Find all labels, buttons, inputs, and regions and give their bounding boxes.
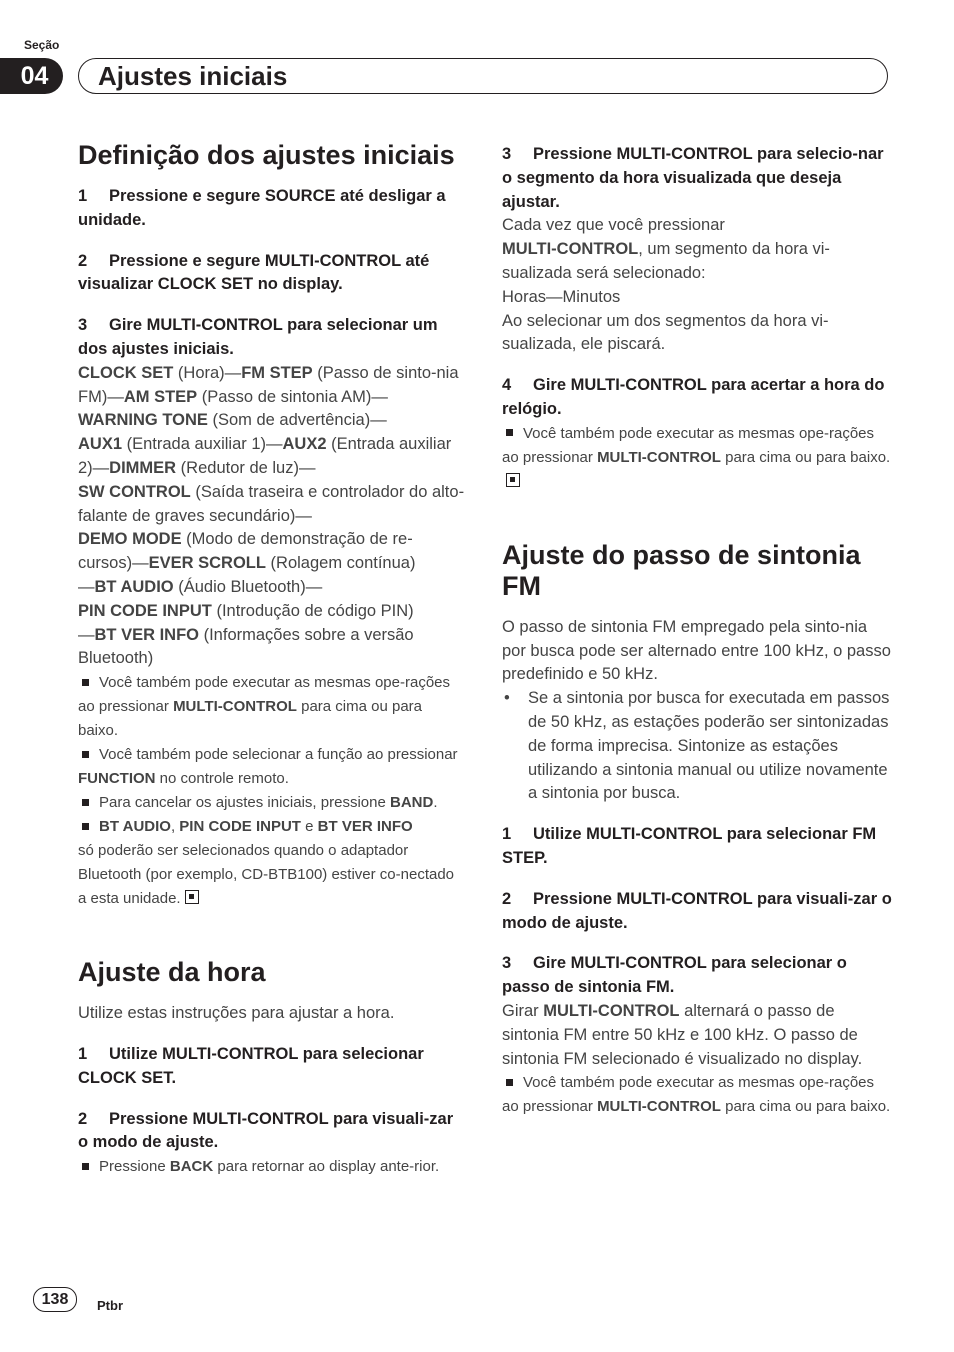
note-updown: Você também pode executar as mesmas ope-rações ao pressionar MULTI-CONTROL para cima ou para baixo. xyxy=(78,674,451,740)
heading-clock: Ajuste da hora xyxy=(78,957,266,988)
note-bluetooth: BT AUDIO, PIN CODE INPUT e BT VER INFO só poderão ser selecionados quando o adaptador Bluetooth (por exemplo, CD-BTB100) estiver co-nectado a esta unidade. xyxy=(78,818,455,908)
fm-step-1: 1 Utilize MULTI-CONTROL para selecionar FM STEP. xyxy=(502,825,877,867)
heading-fm-step: Ajuste do passo de sintonia FM xyxy=(502,539,861,601)
clock-step-3-desc: Cada vez que você pressionar MULTI-CONTROL, um segmento da hora vi-sualizada será selecionado: xyxy=(502,216,830,282)
section-label: Seção xyxy=(24,38,60,52)
settings-list: CLOCK SET (Hora)—FM STEP (Passo de sinto-nia FM)—AM STEP (Passo de sintonia AM)— WARNING TONE (Som de advertência)— AUX1 (Entrada auxiliar 1)—AUX2 (Entrada auxiliar 2)—DIMMER (Redutor de luz)— SW CONTROL (Saída traseira e controlador do alto-falante de graves secundário)— DEMO MODE (Modo de demonstração de re-cursos)—EVER SCROLL (Rolagem contínua) —BT AUDIO (Áudio Bluetooth)— PIN CODE INPUT (Introdução de código PIN) —BT VER INFO (Informações sobre a versão Bluetooth) xyxy=(78,363,465,668)
note-updown-clock: Você também pode executar as mesmas ope-rações ao pressionar MULTI-CONTROL para cima ou para baixo. xyxy=(502,422,894,494)
page-number: 138 xyxy=(33,1287,77,1312)
note-square-icon xyxy=(82,751,89,758)
note-square-icon xyxy=(82,679,89,686)
section-number-badge: 04 xyxy=(0,58,63,94)
note-square-icon xyxy=(82,799,89,806)
step-1: 1 Pressione e segure SOURCE até desligar a unidade. xyxy=(78,187,446,229)
note-square-icon xyxy=(82,823,89,830)
note-updown-fm: Você também pode executar as mesmas ope-rações ao pressionar MULTI-CONTROL para cima ou para baixo. xyxy=(502,1074,891,1116)
end-mark-icon xyxy=(506,473,520,487)
heading-initial-settings: Definição dos ajustes iniciais xyxy=(78,140,455,170)
step-2: 2 Pressione e segure MULTI-CONTROL até visualizar CLOCK SET no display. xyxy=(78,251,430,294)
clock-step-2: 2 Pressione MULTI-CONTROL para visuali-zar o modo de ajuste. xyxy=(78,1109,454,1152)
fm-intro: O passo de sintonia FM empregado pela sinto-nia por busca pode ser alternado entre 100 kHz, o passo predefinido e 50 kHz. xyxy=(502,617,891,684)
note-square-icon xyxy=(506,429,513,436)
note-cancel: Para cancelar os ajustes iniciais, pressione BAND. xyxy=(78,791,466,815)
left-column xyxy=(78,140,466,1179)
fm-step-3: 3 Gire MULTI-CONTROL para selecionar o passo de sintonia FM. xyxy=(502,954,847,997)
clock-step-1: 1 Utilize MULTI-CONTROL para selecionar CLOCK SET. xyxy=(78,1044,424,1087)
note-square-icon xyxy=(506,1079,513,1086)
blink-desc: Ao selecionar um dos segmentos da hora vi-sualizada, ele piscará. xyxy=(502,311,829,354)
fm-bullet: • Se a sintonia por busca for executada em passos de 50 kHz, as estações poderão ser sintonizadas de forma imprecisa. Sintonize as estações utilizando a sintonia manual ou utilize novamente a sintonia por busca. xyxy=(502,687,894,806)
note-back: Pressione BACK para retornar ao display ante-rior. xyxy=(78,1155,466,1179)
note-square-icon xyxy=(82,1163,89,1170)
fm-step-3-desc: Girar MULTI-CONTROL alternará o passo de sintonia FM entre 50 kHz e 100 kHz. O passo de sintonia FM selecionado é visualizado no display. xyxy=(502,1001,863,1068)
clock-intro: Utilize estas instruções para ajustar a hora. xyxy=(78,1004,395,1023)
hours-minutes: Horas—Minutos xyxy=(502,287,621,306)
end-mark-icon xyxy=(185,890,199,904)
section-title: Ajustes iniciais xyxy=(98,61,288,91)
clock-step-3: 3 Pressione MULTI-CONTROL para selecio-nar o segmento da hora visualizada que deseja ajustar. xyxy=(502,145,884,211)
fm-step-2: 2 Pressione MULTI-CONTROL para visuali-zar o modo de ajuste. xyxy=(502,889,892,932)
language-code: Ptbr xyxy=(97,1298,123,1313)
clock-step-4: 4 Gire MULTI-CONTROL para acertar a hora do relógio. xyxy=(502,376,885,418)
step-3: 3 Gire MULTI-CONTROL para selecionar um dos ajustes iniciais. xyxy=(78,316,438,358)
right-column xyxy=(502,143,894,1119)
note-function: Você também pode selecionar a função ao pressionar FUNCTION no controle remoto. xyxy=(78,746,458,788)
